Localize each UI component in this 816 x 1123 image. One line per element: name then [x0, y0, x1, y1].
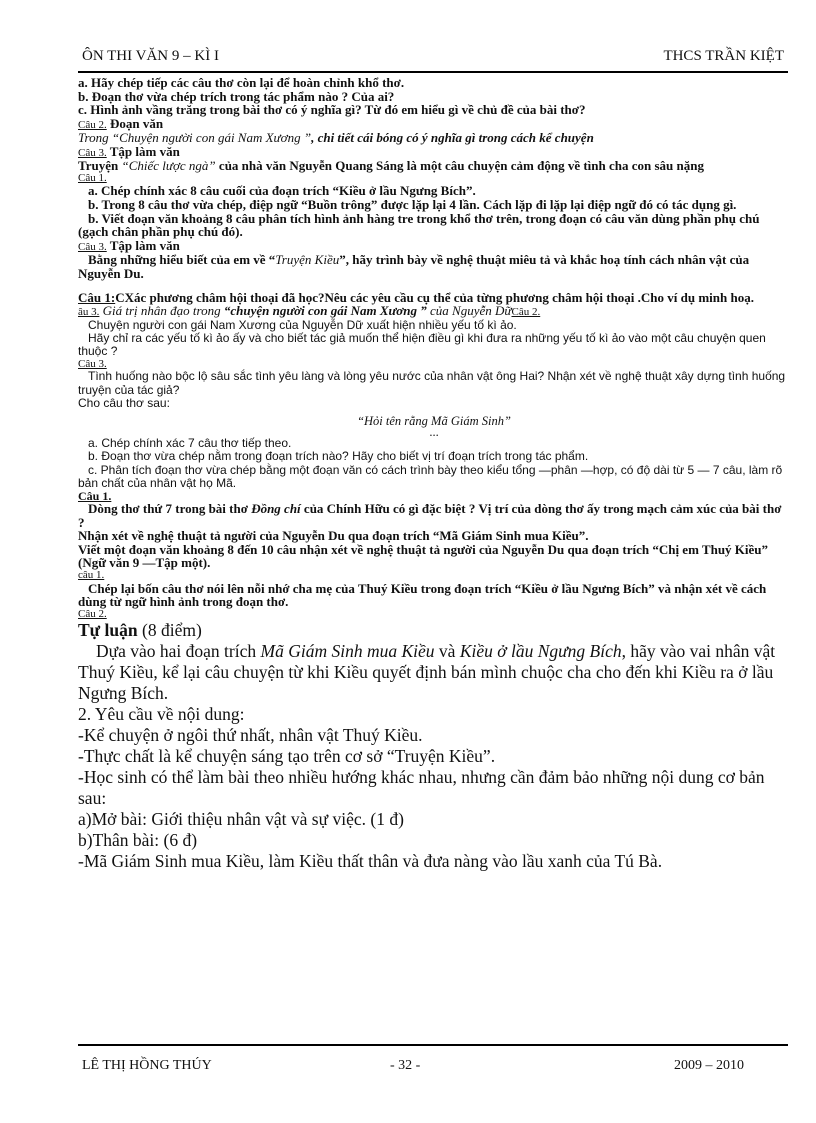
question-line: Chép lại bốn câu thơ nói lên nỗi nhớ cha mẹ của Thuý Kiều trong đoạn trích “Kiều ở lầu Ngưng Bích” và nhận xét về cách dùng từ ngữ hình ảnh trong đoạn thơ.: [78, 580, 767, 610]
heading-text: Tập làm văn: [106, 143, 180, 159]
footer-rule: [78, 1044, 788, 1046]
text: Bằng những hiểu biết của em về “: [88, 252, 276, 268]
question-line: a. Chép chính xác 7 câu thơ tiếp theo.: [88, 435, 292, 450]
poem-line: “Hỏi tên rằng Mã Giám Sinh”: [357, 413, 511, 428]
essay-line: -Thực chất là kể chuyện sáng tạo trên cơ sở “Truyện Kiều”.: [78, 746, 496, 767]
question-heading: [78, 239, 790, 254]
text: CXác phương châm hội thoại đã học?Nêu các yêu cầu cụ thể của từng phương châm hội thoại .Cho ví dụ minh hoạ.: [115, 289, 754, 305]
question-line: Viết một đoạn văn khoảng 8 đến 10 câu nhận xét về nghệ thuật tả người của Nguyễn Du qua đoạn trích “Chị em Thuý Kiều” (Ngữ văn 9 —Tập một).: [78, 541, 769, 571]
page-body: [78, 76, 790, 872]
question-number: Câu 1.: [78, 488, 112, 503]
text: của nhà văn Nguyễn Quang Sáng là một câu chuyện cảm động về tình cha con sâu nặng: [215, 158, 704, 174]
text: ”, hãy trình bày về nghệ thuật miêu tả và khắc hoạ tính cách nhân vật của Nguyễn Du.: [78, 252, 750, 281]
question-line: [78, 291, 790, 305]
header-right: THCS TRẦN KIỆT: [663, 48, 784, 64]
text: Dòng thơ thứ 7 trong bài thơ: [88, 501, 252, 517]
question-number: Câu 1:: [78, 289, 116, 305]
ellipsis: ...: [429, 424, 439, 439]
question-line: b. Viết đoạn văn khoảng 8 câu phân tích hình ảnh hàng tre trong khổ thơ trên, trong đoạn có câu văn dùng phần phụ chú (gạch chân phần phụ chú đó).: [78, 210, 760, 240]
question-number: Câu 2.: [78, 607, 107, 620]
text: Truyện: [78, 158, 122, 174]
question-line: c. Hình ảnh vầng trăng trong bài thơ có ý nghĩa gì? Từ đó em hiểu gì về chủ đề của bài thơ?: [78, 102, 586, 118]
text: Dựa vào hai đoạn trích: [96, 641, 261, 662]
question-line: b. Đoạn thơ vừa chép nằm trong đoạn trích nào? Hãy cho biết vị trí đoạn trích trong tác phẩm.: [88, 449, 589, 464]
question-number: Câu 1.: [78, 171, 107, 184]
essay-line: [78, 641, 790, 704]
essay-line: -Mã Giám Sinh mua Kiều, làm Kiều thất thân và đưa nàng vào lầu xanh của Tú Bà.: [78, 851, 663, 872]
header-rule: [78, 71, 788, 73]
essay-line: -Học sinh có thể làm bài theo nhiều hướng khác nhau, nhưng cần đảm bảo những nội dung cơ bản sau:: [78, 767, 765, 809]
question-line: b. Đoạn thơ vừa chép trích trong tác phẩm nào ? Của ai?: [78, 88, 395, 104]
essay-line: -Kể chuyện ở ngôi thứ nhất, nhân vật Thuý Kiều.: [78, 725, 423, 746]
question-line: a. Hãy chép tiếp các câu thơ còn lại để hoàn chỉnh khổ thơ.: [78, 75, 405, 90]
question-line: Tình huống nào bộc lộ sâu sắc tình yêu làng và lòng yêu nước của nhân vật ông Hai? Nhận xét về nghệ thuật xây dựng tình huống truyện của tác giả?: [78, 369, 786, 397]
question-number: Câu 3.: [78, 357, 107, 370]
bold-italic-text: , chi tiết cái bóng có ý nghĩa gì trong cách kể chuyện: [311, 130, 594, 146]
question-number: câu 1.: [78, 569, 105, 582]
section-points: (8 điểm): [137, 620, 202, 641]
bold-italic-text: “chuyện người con gái Nam Xương ”: [223, 303, 427, 319]
question-line: Cho câu thơ sau:: [78, 396, 170, 411]
question-number: Câu 2.: [511, 306, 541, 319]
question-line: [78, 253, 790, 280]
essay-line: a)Mở bài: Giới thiệu nhân vật và sự việc. (1 đ): [78, 809, 404, 830]
question-line: [78, 502, 790, 529]
question-line: Chuyện người con gái Nam Xương của Nguyễn Dữ xuất hiện nhiều yếu tố kì ảo.: [88, 317, 517, 332]
text: của Chính Hữu có gì đặc biệt ? Vị trí của dòng thơ ấy trong mạch cảm xúc của bài thơ ?: [78, 501, 782, 530]
question-line: a. Chép chính xác 8 câu cuối của đoạn trích “Kiều ở lầu Ngưng Bích”.: [88, 183, 476, 199]
question-line: c. Phân tích đoạn thơ vừa chép bằng một đoạn văn có cách trình bày theo kiểu tổng —phân —hợp, có độ dài từ 5 — 7 câu, làm rõ bản chất của nhân vật họ Mã.: [78, 462, 783, 491]
section-heading: [78, 620, 790, 641]
question-line: [78, 159, 790, 173]
header-left: ÔN THI VĂN 9 – KÌ I: [82, 48, 219, 64]
footer-year: 2009 – 2010: [674, 1058, 744, 1073]
italic-text: Trong “Chuyện người con gái Nam Xương ”: [78, 130, 312, 146]
page-number: - 32 -: [390, 1058, 421, 1073]
heading-text: Đoạn văn: [106, 115, 164, 131]
question-line: Hãy chỉ ra các yếu tố kì ảo ấy và cho biết tác giả muốn thể hiện điều gì khi đưa ra những yếu tố kì ảo vào một câu chuyện quen thuộc ?: [78, 331, 766, 359]
italic-text: Truyện Kiều: [275, 252, 340, 268]
question-number: Câu 3.: [78, 240, 107, 253]
text: , hãy vào vai nhân vật Thuý Kiều, kể lại câu chuyện từ khi Kiều quyết định bán mình chuộc cha cho đến khi Kiều ra ở lầu Ngưng Bích.: [78, 641, 776, 704]
footer-author: LÊ THỊ HỒNG THÚY: [82, 1058, 212, 1073]
heading-text: Tập làm văn: [106, 237, 180, 253]
question-number: Câu 3.: [78, 146, 107, 159]
italic-text: “Chiếc lược ngà”: [121, 158, 216, 174]
question-heading: [78, 145, 790, 160]
question-heading: [78, 117, 790, 132]
text: và: [434, 641, 460, 662]
italic-text: Giá trị nhân đạo trong: [99, 303, 224, 319]
question-line: [78, 131, 790, 145]
question-line: b. Trong 8 câu thơ vừa chép, điệp ngữ “Buồn trông” được lặp lại 4 lần. Cách lặp đi lặp lại điệp ngữ đó có tác dụng gì.: [88, 197, 737, 213]
italic-text: của Nguyễn Dữ: [426, 303, 512, 319]
essay-line: b)Thân bài: (6 đ): [78, 830, 198, 851]
page-header: [82, 48, 784, 68]
essay-line: 2. Yêu cầu về nội dung:: [78, 704, 245, 725]
question-number: âu 3.: [78, 306, 100, 319]
italic-text: Đồng chí: [251, 501, 301, 517]
question-line: Nhận xét về nghệ thuật tả người của Nguyễn Du qua đoạn trích “Mã Giám Sinh mua Kiều”.: [78, 528, 589, 544]
question-number: Câu 2.: [78, 118, 107, 131]
italic-text: Kiều ở lầu Ngưng Bích: [459, 641, 622, 662]
italic-text: Mã Giám Sinh mua Kiều: [260, 641, 435, 662]
section-title: Tự luận: [78, 620, 138, 641]
question-line: [78, 304, 790, 319]
